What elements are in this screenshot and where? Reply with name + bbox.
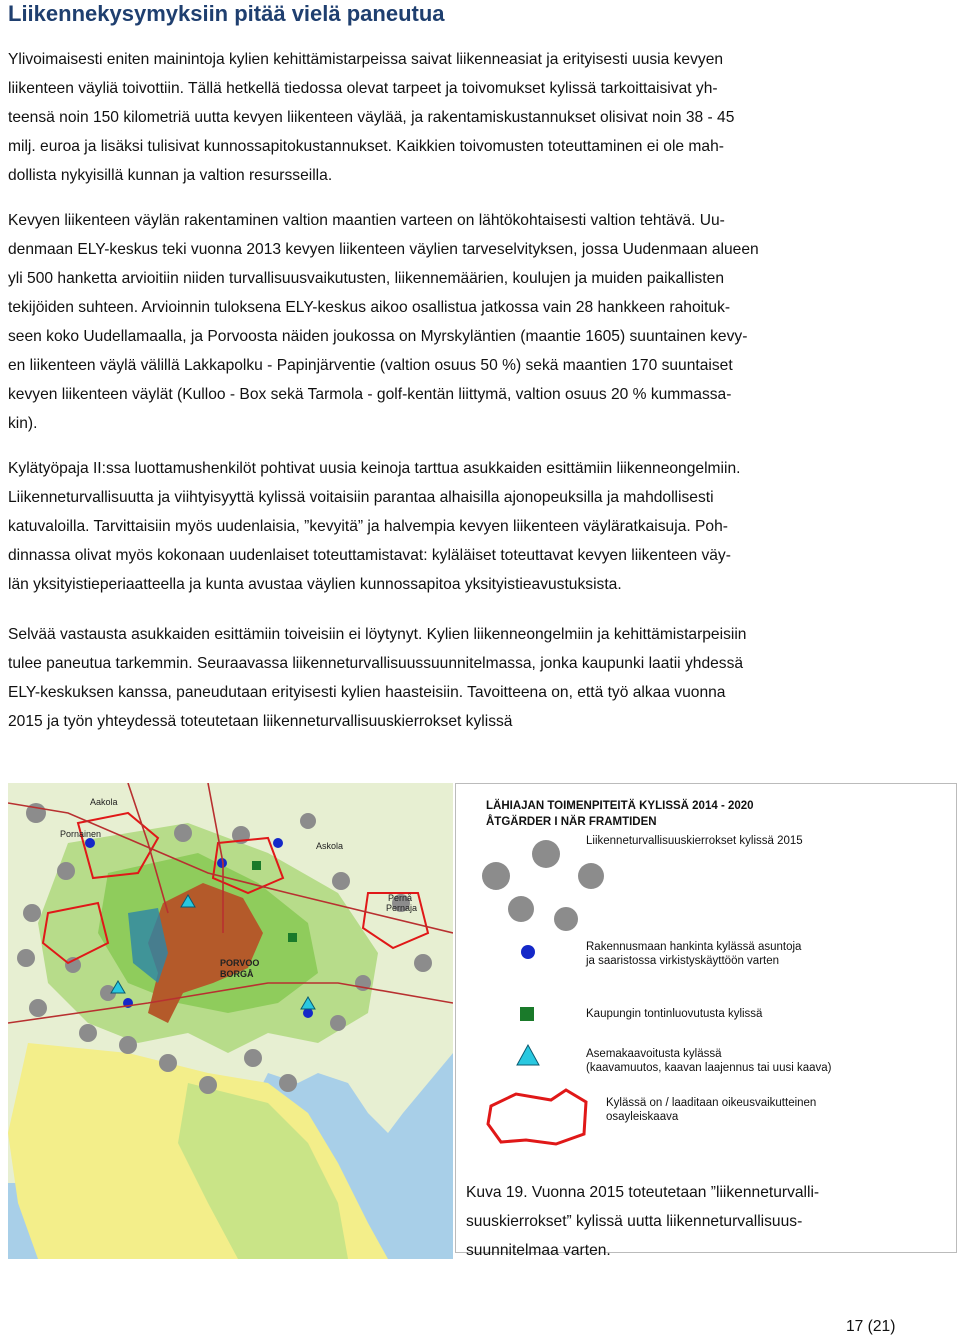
- legend-item-text: (kaavamuutos, kaavan laajennus tai uusi kaava): [586, 1062, 832, 1074]
- page-heading: Liikennekysymyksiin pitää vielä paneutua: [8, 1, 445, 26]
- legend-green-square-icon: [520, 1007, 534, 1021]
- text-line: dinnassa olivat myös kokonaan uudenlaiset toteuttamistavat: kyläläiset toteuttavat kevyen liikenteen väy-: [8, 547, 731, 564]
- text-line: en liikenteen väylä välillä Lakkapolku - Papinjärventie (valtion osuus 50 %) sekä maantien 170 suuntaiset: [8, 357, 733, 374]
- map-label: Askola: [316, 841, 344, 851]
- text-line: Kevyen liikenteen väylän rakentaminen valtion maantien varteen on lähtökohtaisesti valtion tehtävä. Uu-: [8, 212, 725, 229]
- text-line: Selvää vastausta asukkaiden esittämiin toiveisiin ei löytynyt. Kylien liikenneongelmiin ja kehittämistarpeisiin: [8, 626, 747, 643]
- text-line: Liikenneturvallisuutta ja viihtyisyyttä kylissä voitaisiin parantaa alhaisilla ajonopeuksilla ja mahdollisesti: [8, 489, 714, 506]
- map-label: PORVOO: [220, 958, 260, 968]
- text-line: tekijöiden suhteen. Arvioinnin tuloksena ELY-keskus aikoo osallistua jatkossa vain 28 hankkeen rahoituk-: [8, 299, 731, 316]
- paragraph-3: [8, 454, 948, 599]
- text-line: län yksityistieperiaatteella ja kunta avustaa väylien kunnossapitoa yksityistieavustuksista.: [8, 576, 622, 593]
- legend-item-1: [586, 834, 803, 848]
- caption-line: Kuva 19. Vuonna 2015 toteutetaan ”liikenneturvalli-: [466, 1184, 820, 1201]
- paragraph-2: [8, 206, 948, 438]
- text-line: kin).: [8, 415, 38, 432]
- caption-line: suuskierrokset” kylissä uutta liikenneturvallisuus-: [466, 1213, 803, 1230]
- text-line: Kylätyöpaja II:ssa luottamushenkilöt pohtivat uusia keinoja tarttua asukkaiden esittämiin liikenneongelmiin.: [8, 460, 741, 477]
- caption-line: suunnitelmaa varten.: [466, 1242, 611, 1259]
- legend-item-2: [586, 940, 801, 968]
- legend-item-3: [586, 1007, 762, 1021]
- legend-item-text: Rakennusmaan hankinta kylässä asuntoja: [586, 941, 802, 953]
- text-line: denmaan ELY-keskus teki vuonna 2013 kevyen liikenteen väylien tarveselvityksen, jossa Uudenmaan alueen: [8, 241, 759, 258]
- text-line: Ylivoimaisesti eniten mainintoja kylien kehittämistarpeissa saivat liikenneasiat ja erityisesti uusia kevyen: [8, 51, 724, 68]
- text-line: seen koko Uudellamaalla, ja Porvoosta näiden joukossa on Myrskyläntien (maantie 1605) suuntainen kevy-: [8, 328, 748, 345]
- text-line: 2015 ja työn yhteydessä toteutetaan liikenneturvallisuuskierrokset kylissä: [8, 713, 513, 730]
- legend-item-text: Asemakaavoitusta kylässä: [586, 1048, 722, 1060]
- paragraph-1: [8, 45, 948, 190]
- text-line: tulee paneutua tarkemmin. Seuraavassa liikenneturvallisuussuunnitelmassa, jonka kaupunki laatii yhdessä: [8, 655, 744, 672]
- map-label: Pernaja: [386, 903, 418, 913]
- text-line: kevyen liikenteen väylät (Kulloo - Box sekä Tarmola - golf-kentän liittymä, valtion osuus 20 % kummassa-: [8, 386, 732, 403]
- legend-subtitle: ÅTGÄRDER I NÄR FRAMTIDEN: [486, 816, 657, 828]
- legend-item-4: [586, 1047, 831, 1075]
- map-label: Aakola: [90, 797, 118, 807]
- legend-item-5: [606, 1096, 816, 1124]
- page-number: 17 (21): [846, 1318, 896, 1335]
- text-line: yli 500 hanketta arvioitiin niiden turvallisuusvaikutusten, liikennemäärien, koulujen ja muiden paikallisten: [8, 270, 724, 287]
- legend-title: LÄHIAJAN TOIMENPITEITÄ KYLISSÄ 2014 - 2020: [486, 800, 754, 812]
- text-line: dollista nykyisillä kunnan ja valtion resursseilla.: [8, 167, 333, 184]
- map-image: [8, 783, 453, 1259]
- text-line: milj. euroa ja lisäksi tulisivat kunnossapitokustannukset. Kaikkien toivomusten toteuttaminen ei ole mah-: [8, 138, 724, 155]
- legend-item-text: Kaupungin tontinluovutusta kylissä: [586, 1008, 763, 1020]
- legend-gray-circles-icon: [482, 840, 604, 931]
- text-line: liikenteen väyliä toivottiin. Tällä hetkellä tiedossa olevat tarpeet ja toivomukset kylissä tarkoittaisivat yh-: [8, 80, 718, 97]
- paragraph-4: [8, 620, 948, 736]
- figure-caption: [466, 1178, 946, 1265]
- legend-blue-circle-icon: [521, 945, 535, 959]
- legend-item-text: ja saaristossa virkistyskäyttöön varten: [586, 955, 780, 967]
- map-label: Pornainen: [60, 829, 102, 839]
- legend-cyan-triangle-icon: [517, 1045, 539, 1065]
- legend-item-text: osayleiskaava: [606, 1111, 679, 1123]
- text-line: teensä noin 150 kilometriä uutta kevyen liikenteen väylää, ja rakentamiskustannukset olisivat noin 38 - 45: [8, 109, 735, 126]
- legend-item-text: Liikenneturvallisuuskierrokset kylissä 2015: [586, 835, 803, 847]
- map-label: BORGÅ: [220, 969, 254, 979]
- map-label: Pernå: [388, 893, 413, 903]
- text-line: katuvaloilla. Tarvittaisiin myös uudenlaisia, ”kevyitä” ja halvempia kevyen liikenteen väyläratkaisuja. Poh-: [8, 518, 728, 535]
- text-line: ELY-keskuksen kanssa, paneudutaan erityisesti kylien haasteisiin. Tavoitteena on, että työ alkaa vuonna: [8, 684, 726, 701]
- legend-item-text: Kylässä on / laaditaan oikeusvaikutteinen: [606, 1097, 817, 1109]
- legend-red-outline-icon: [488, 1090, 586, 1144]
